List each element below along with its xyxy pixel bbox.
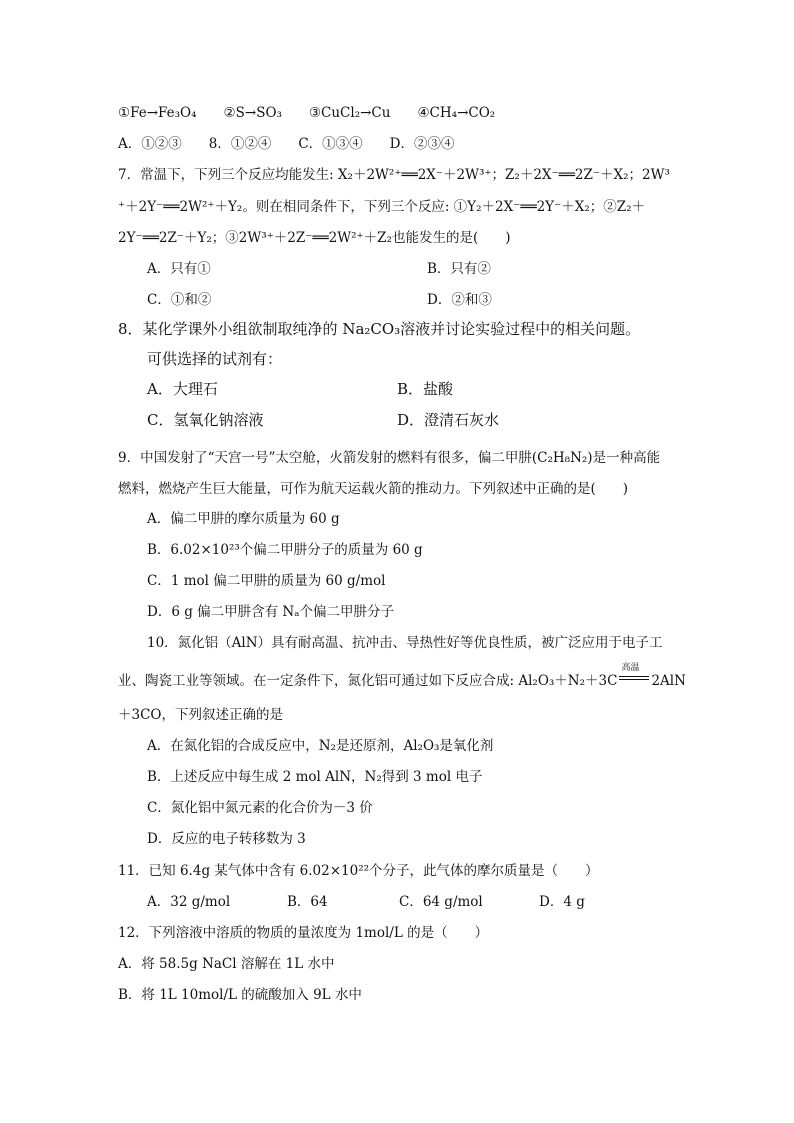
q11-option-d: D．4 g (539, 894, 585, 910)
q11-option-c: C．64 g/mol (399, 894, 483, 910)
q12-option-a: A．将 58.5g NaCl 溶解在 1L 水中 (118, 956, 335, 972)
q10-stem-line1: 10．氮化铝（AlN）具有耐高温、抗冲击、导热性好等优良性质，被广泛应用于电子工 (147, 635, 663, 651)
q9-option-b: B．6.02×10²³个偏二甲肼分子的质量为 60 g (147, 542, 423, 558)
q8-option-a: A．大理石 (147, 380, 218, 398)
q11-option-b: B．64 (287, 894, 328, 910)
q8-stem-line1: 8．某化学课外小组欲制取纯净的 Na₂CO₃溶液并讨论实验过程中的相关问题。 (118, 320, 641, 338)
q6-choices: A．①②③ 8．①②④ C．①③④ D．②③④ (118, 136, 455, 152)
q9-option-c: C．1 mol 偏二甲肼的质量为 60 g/mol (147, 573, 386, 589)
q7-stem-line3: 2Y⁻══2Z⁻＋Y₂；③2W³⁺＋2Z⁻══2W²⁺＋Z₂也能发生的是( ) (118, 230, 511, 246)
q7-option-d: D．②和③ (427, 292, 492, 308)
q7-stem-line1: 7．常温下，下列三个反应均能发生: X₂＋2W²⁺══2X⁻＋2W³⁺；Z₂＋2X⁻══2Z⁻＋X₂；2W³ (118, 167, 670, 183)
q8-stem-line2: 可供选择的试剂有： (147, 350, 283, 368)
q9-option-d: D．6 g 偏二甲肼含有 Nₐ个偏二甲肼分子 (147, 604, 394, 620)
q9-stem-line2: 燃料，燃烧产生巨大能量，可作为航天运载火箭的推动力。下列叙述中正确的是( ) (118, 481, 629, 497)
q6-options-line: ①Fe→Fe₃O₄ ②S→SO₃ ③CuCl₂→Cu ④CH₄→CO₂ (118, 105, 496, 121)
q11-option-a: A．32 g/mol (147, 894, 231, 910)
q10-reaction-arrow (619, 663, 649, 690)
q7-stem-line2: ⁺＋2Y⁻══2W²⁺＋Y₂。则在相同条件下，下列三个反应: ①Y₂＋2X⁻══2Y⁻＋X₂；②Z₂＋ (118, 199, 646, 215)
q7-option-c: C．①和② (147, 292, 212, 308)
q8-option-b: B．盐酸 (397, 380, 454, 398)
q12-option-b: B．将 1L 10mol/L 的硫酸加入 9L 水中 (118, 987, 362, 1003)
q7-option-b: B．只有② (427, 261, 491, 277)
q10-stem-line2 (118, 663, 686, 690)
q12-stem: 12．下列溶液中溶质的物质的量浓度为 1mol/L 的是（ ） (118, 925, 489, 941)
q10-stem-line3: ＋3CO，下列叙述正确的是 (118, 707, 283, 723)
q10-option-b: B．上述反应中每生成 2 mol AlN，N₂得到 3 mol 电子 (147, 769, 483, 785)
q10-option-d: D．反应的电子转移数为 3 (147, 831, 306, 847)
q10-option-a: A．在氮化铝的合成反应中，N₂是还原剂，Al₂O₃是氧化剂 (147, 738, 494, 754)
q7-option-a: A．只有① (147, 261, 211, 277)
q11-stem: 11．已知 6.4g 某气体中含有 6.02×10²²个分子，此气体的摩尔质量是（ ） (118, 863, 599, 879)
q10-reaction-products: 2AlN (651, 673, 686, 689)
q9-stem-line1: 9．中国发射了“天宫一号”太空舱，火箭发射的燃料有很多，偏二甲肼(C₂H₈N₂)是一种高能 (118, 450, 661, 466)
q10-reaction-condition: 高温 (621, 663, 640, 673)
q8-option-d: D．澄清石灰水 (397, 411, 500, 429)
q9-option-a: A．偏二甲肼的摩尔质量为 60 g (147, 511, 340, 527)
q10-option-c: C．氮化铝中氮元素的化合价为－3 价 (147, 800, 373, 816)
q10-reaction-reactants: 业、陶瓷工业等领域。在一定条件下，氮化铝可通过如下反应合成: Al₂O₃＋N₂＋3C (118, 673, 618, 689)
q8-option-c: C．氢氧化钠溶液 (147, 411, 264, 429)
